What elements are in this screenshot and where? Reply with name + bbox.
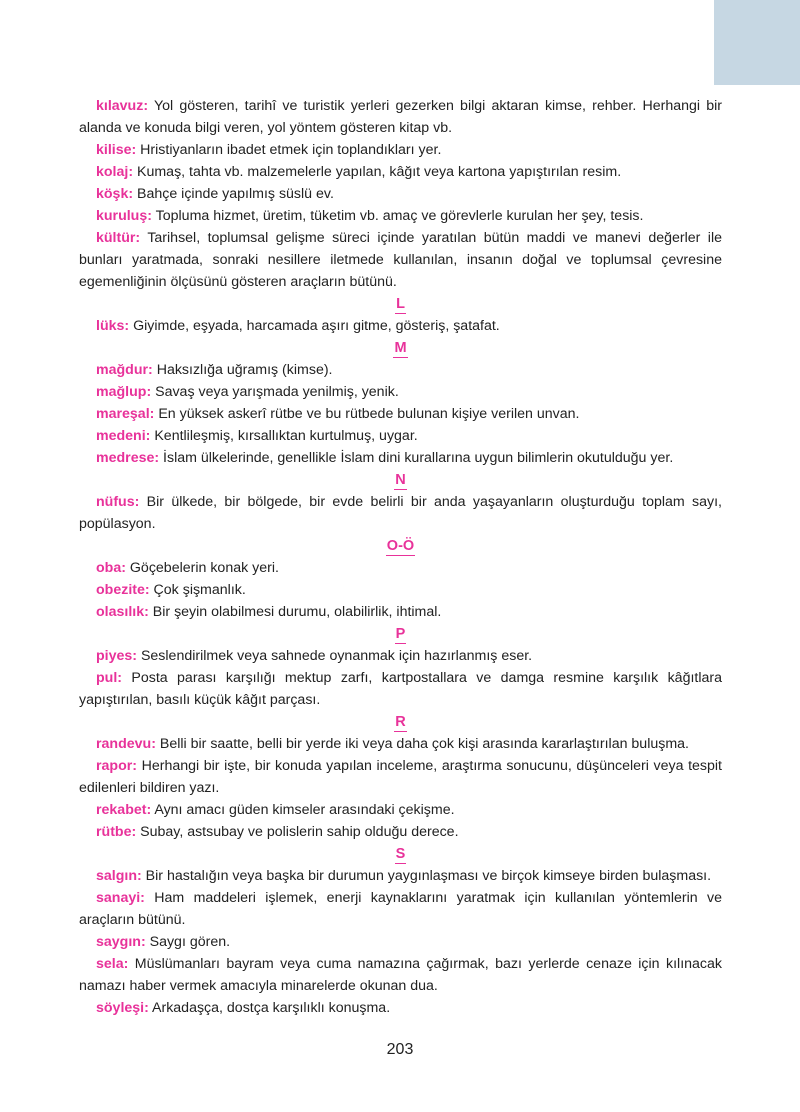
glossary-entry (79, 447, 722, 469)
glossary-entry (79, 161, 722, 183)
entry-definition: Çok şişmanlık. (149, 582, 246, 598)
glossary-entry (79, 887, 722, 931)
entry-term: medeni: (96, 428, 151, 444)
glossary-entry (79, 359, 722, 381)
entry-term: kuruluş: (96, 208, 152, 224)
entry-definition: Haksızlığa uğramış (kimse). (152, 362, 333, 378)
letter-heading (79, 623, 722, 645)
entry-definition: Posta parası karşılığı mektup zarfı, kartpostallara ve damga resmine karşılık kâğıtlara yapıştırılan, basılı küçük kâğıt parçası. (79, 670, 722, 708)
entry-definition: Kumaş, tahta vb. malzemelerle yapılan, kâğıt veya kartona yapıştırılan resim. (133, 164, 622, 180)
section-letter: O-Ö (386, 538, 415, 554)
glossary-entry (79, 755, 722, 799)
glossary-entry (79, 227, 722, 293)
entry-term: randevu: (96, 736, 156, 752)
glossary-entry (79, 931, 722, 953)
glossary-entry (79, 139, 722, 161)
glossary-entry (79, 953, 722, 997)
letter-heading (79, 469, 722, 491)
entry-term: mareşal: (96, 406, 155, 422)
glossary-entry (79, 865, 722, 887)
section-letter: R (395, 714, 406, 730)
glossary-entry (79, 315, 722, 337)
glossary-entry (79, 799, 722, 821)
letter-heading (79, 711, 722, 733)
entry-definition: En yüksek askerî rütbe ve bu rütbede bulunan kişiye verilen unvan. (154, 406, 580, 422)
entry-definition: İslam ülkelerinde, genellikle İslam dini kurallarına uygun bilimlerin okutulduğu yer. (159, 450, 674, 466)
glossary (79, 95, 722, 1019)
entry-definition: Bir hastalığın veya başka bir durumun yaygınlaşması ve birçok kimseye birden bulaşması. (141, 868, 712, 884)
entry-term: obezite: (96, 582, 150, 598)
glossary-entry (79, 183, 722, 205)
entry-term: saygın: (96, 934, 146, 950)
entry-definition: Belli bir saatte, belli bir yerde iki veya daha çok kişi arasında kararlaştırılan buluşma. (155, 736, 689, 752)
letter-heading (79, 535, 722, 557)
entry-term: rapor: (96, 758, 137, 774)
entry-term: salgın: (96, 868, 142, 884)
glossary-entry (79, 579, 722, 601)
entry-definition: Tarihsel, toplumsal gelişme süreci içinde yaratılan bütün maddi ve manevi değerler ile bunları yaratmada, sonraki nesillere iletmede kullanılan, insanın doğal ve toplumsal çevresine egemenliğinin ölçüsünü gösteren araçların bütünü. (79, 230, 722, 290)
entry-definition: Aynı amacı güden kimseler arasındaki çekişme. (151, 802, 455, 818)
entry-definition: Herhangi bir işte, bir konuda yapılan inceleme, araştırma sonucunu, düşünceleri veya tespit edilenleri bildiren yazı. (79, 758, 722, 796)
entry-definition: Savaş veya yarışmada yenilmiş, yenik. (151, 384, 399, 400)
page-number: 203 (386, 1041, 414, 1058)
section-letter: S (395, 846, 406, 862)
entry-definition: Müslümanları bayram veya cuma namazına çağırmak, bazı yerlerde cenaze için kılınacak namazı haber vermek amacıyla minarelerde okunan dua. (79, 956, 722, 994)
section-letter: L (396, 296, 405, 312)
entry-definition: Kentlileşmiş, kırsallıktan kurtulmuş, uygar. (150, 428, 418, 444)
entry-term: kılavuz: (96, 98, 149, 114)
entry-definition: Subay, astsubay ve polislerin sahip olduğu derece. (136, 824, 459, 840)
entry-term: medrese: (96, 450, 160, 466)
entry-term: olasılık: (96, 604, 149, 620)
entry-term: oba: (96, 560, 126, 576)
entry-definition: Göçebelerin konak yeri. (125, 560, 279, 576)
glossary-entry (79, 491, 722, 535)
entry-definition: Hristiyanların ibadet etmek için toplandıkları yer. (136, 142, 442, 158)
entry-definition: Yol gösteren, tarihî ve turistik yerleri gezerken bilgi aktaran kimse, rehber. Herhangi bir alanda ve konuda bilgi veren, yol yöntem gösteren kitap vb. (79, 98, 722, 136)
entry-definition: Seslendirilmek veya sahnede oynanmak için hazırlanmış eser. (137, 648, 533, 664)
entry-term: kolaj: (96, 164, 134, 180)
corner-tab (714, 0, 800, 85)
entry-definition: Ham maddeleri işlemek, enerji kaynaklarını yaratmak için kullanılan yöntemlerin ve araçların bütünü. (79, 890, 722, 928)
glossary-entry (79, 645, 722, 667)
entry-term: rekabet: (96, 802, 152, 818)
entry-term: piyes: (96, 648, 138, 664)
entry-term: nüfus: (96, 494, 140, 510)
entry-term: kilise: (96, 142, 137, 158)
letter-heading (79, 293, 722, 315)
section-letter: M (394, 340, 407, 356)
entry-definition: Arkadaşça, dostça karşılıklı konuşma. (148, 1000, 391, 1016)
glossary-entry (79, 381, 722, 403)
glossary-entry (79, 733, 722, 755)
entry-definition: Topluma hizmet, üretim, tüketim vb. amaç ve görevlerle kurulan her şey, tesis. (151, 208, 644, 224)
entry-term: mağlup: (96, 384, 152, 400)
entry-term: söyleşi: (96, 1000, 149, 1016)
section-letter: N (395, 472, 406, 488)
entry-definition: Bir şeyin olabilmesi durumu, olabilirlik, ihtimal. (148, 604, 442, 620)
section-letter: P (395, 626, 406, 642)
entry-term: pul: (96, 670, 122, 686)
entry-definition: Saygı gören. (145, 934, 231, 950)
entry-definition: Bir ülkede, bir bölgede, bir evde belirli bir anda yaşayanların oluşturduğu toplam sayı, popülasyon. (79, 494, 722, 532)
entry-term: sanayi: (96, 890, 145, 906)
entry-term: köşk: (96, 186, 134, 202)
glossary-entry (79, 557, 722, 579)
letter-heading (79, 337, 722, 359)
glossary-entry (79, 821, 722, 843)
entry-definition: Bahçe içinde yapılmış süslü ev. (133, 186, 334, 202)
letter-heading (79, 843, 722, 865)
glossary-entry (79, 667, 722, 711)
glossary-entry (79, 425, 722, 447)
glossary-entry (79, 95, 722, 139)
entry-definition: Giyimde, eşyada, harcamada aşırı gitme, gösteriş, şatafat. (129, 318, 500, 334)
glossary-entry (79, 997, 722, 1019)
glossary-entry (79, 205, 722, 227)
entry-term: kültür: (96, 230, 141, 246)
entry-term: lüks: (96, 318, 130, 334)
glossary-entry (79, 403, 722, 425)
entry-term: mağdur: (96, 362, 153, 378)
entry-term: sela: (96, 956, 129, 972)
glossary-entry (79, 601, 722, 623)
entry-term: rütbe: (96, 824, 137, 840)
